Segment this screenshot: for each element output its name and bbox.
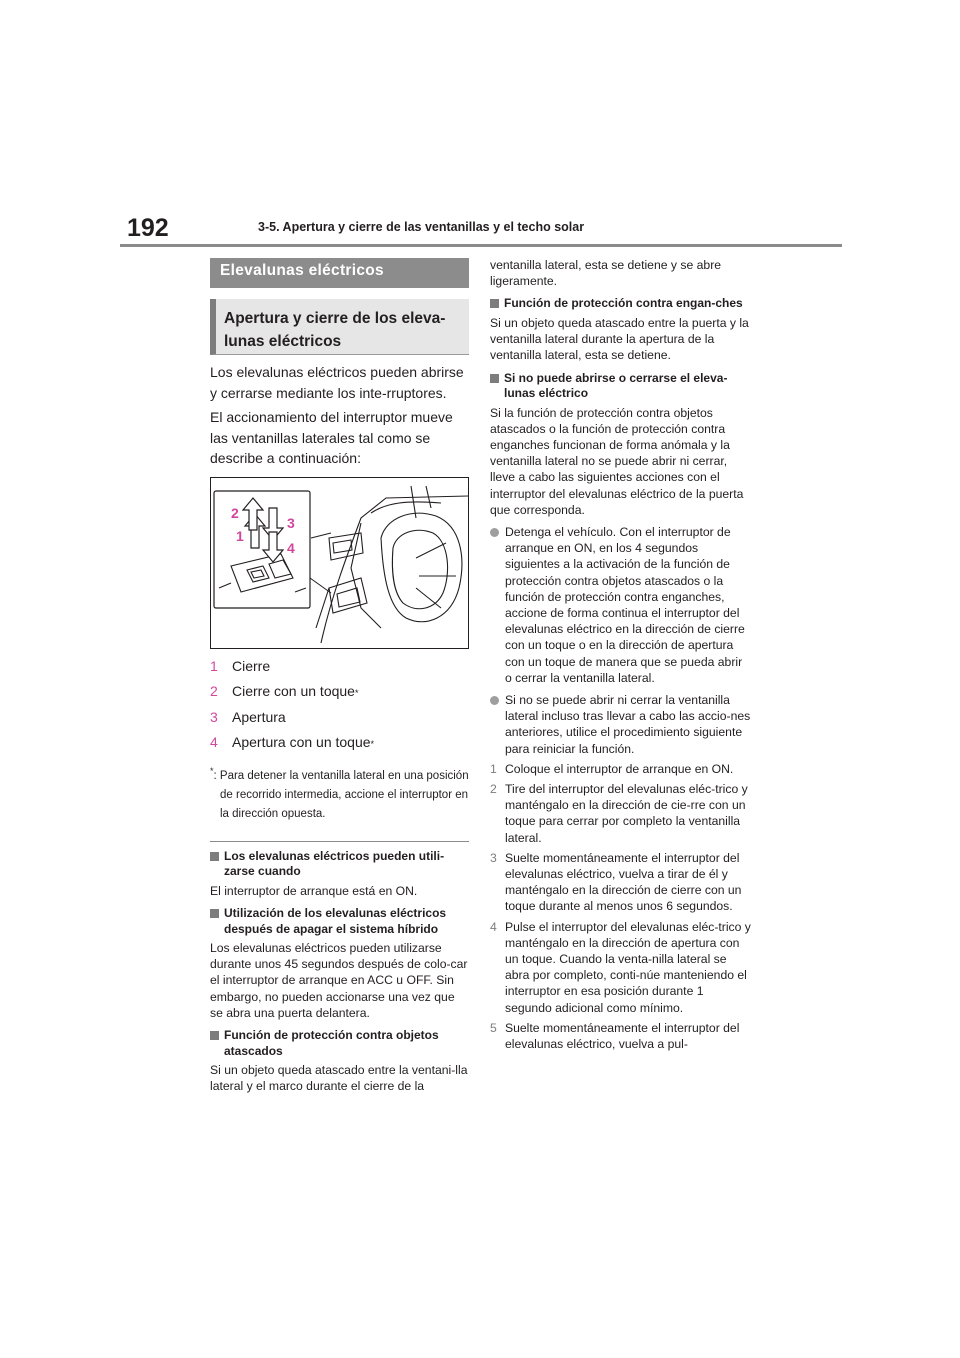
right-column (490, 257, 752, 1052)
legend-text: Cierre (232, 657, 271, 674)
note-body: Si un objeto queda atascado entre la ventani-lla lateral y el marco durante el cierre de la (210, 1063, 468, 1094)
section-header-title: 3-5. Apertura y cierre de las ventanillas y el techo solar (258, 220, 585, 234)
legend-text: Cierre con un toque (232, 683, 355, 699)
note-title: Utilización de los elevalunas eléctricos después de apagar el sistema híbrido (210, 906, 469, 937)
legend-item (210, 734, 469, 760)
step-item (490, 781, 752, 846)
footnote-divider (210, 841, 469, 842)
note-title: Función de protección contra objetos atascados (210, 1028, 469, 1059)
header-divider (120, 244, 842, 247)
car-interior-drawing (211, 478, 468, 648)
legend-item (210, 658, 469, 684)
note-title: Si no puede abrirse o cerrarse el eleva-lunas eléctrico (490, 371, 752, 402)
figure-label-3: 3 (287, 514, 295, 531)
step-item (490, 919, 752, 1016)
step-number: 3 (490, 850, 497, 865)
figure-legend (210, 658, 469, 760)
figure-label-1: 1 (236, 527, 244, 544)
note-body: Los elevalunas eléctricos pueden utilizarse durante unos 45 segundos después de colo-car el interruptor de arranque en ACC u OFF. Sin embargo, no pueden accionarse una vez que se abra una puerta delantera. (210, 941, 468, 1020)
step-number: 2 (490, 781, 497, 796)
step-number: 5 (490, 1020, 497, 1035)
step-text: Pulse el interruptor del elevalunas eléc-trico y manténgalo en la dirección de apertura con un toque. Cuando la venta-nilla lateral se abra por completo, conti-núe manteniendo el interruptor en esa posición durante 1 segundo adicional como mínimo. (505, 919, 751, 1015)
subsection-title: Apertura y cierre de los eleva-lunas eléctricos (210, 299, 469, 355)
legend-item (210, 683, 469, 709)
figure-label-4: 4 (287, 539, 295, 556)
legend-number: 4 (210, 734, 218, 750)
note-block (210, 906, 469, 1021)
legend-number: 2 (210, 683, 218, 699)
left-column (210, 258, 469, 1094)
note-title: Función de protección contra engan-ches (490, 296, 752, 312)
intro-text (210, 362, 469, 469)
intro-paragraph: El accionamiento del interruptor mueve las ventanillas laterales tal como se describe a continuación: (210, 409, 453, 466)
continued-text: ventanilla lateral, esta se detiene y se abre ligeramente. (490, 258, 722, 289)
note-block (210, 849, 469, 899)
footnote-text: : Para detener la ventanilla lateral en una posición de recorrido intermedia, accione el interruptor en la dirección opuesta. (213, 769, 469, 821)
bullet-item: Detenga el vehículo. Con el interruptor de arranque en ON, en los 4 segundos siguientes a la activación de la función de protección contra objetos atascados o la función de protección contra enganches, accione de forma continua el interruptor del elevalunas eléctrico en la dirección de cierre con un toque o en la dirección de apertura con un toque de manera que se pueda abrir o cerrar la ventanilla lateral. (490, 524, 752, 686)
note-body: Si un objeto queda atascado entre la puerta y la ventanilla lateral durante la apertura de la ventanilla lateral, esta se detiene. (490, 315, 749, 363)
step-text: Tire del interruptor del elevalunas eléc-trico y manténgalo en la dirección de cie-rre con un toque para cerrar por completo la ventanilla lateral. (505, 781, 748, 845)
intro-paragraph: Los elevalunas eléctricos pueden abrirse y cerrarse mediante los inte-rruptores. (210, 364, 464, 401)
note-block (210, 1028, 469, 1094)
step-number: 1 (490, 761, 497, 776)
step-item (490, 850, 752, 915)
step-item (490, 761, 752, 777)
asterisk-mark: * (370, 739, 375, 749)
step-text: Suelte momentáneamente el interruptor del elevalunas eléctrico, vuelva a pul- (505, 1020, 740, 1052)
legend-text: Apertura con un toque (232, 734, 371, 750)
note-body: El interruptor de arranque está en ON. (210, 883, 418, 898)
legend-number: 1 (210, 657, 218, 674)
footnote (210, 762, 469, 825)
legend-item (210, 709, 469, 735)
page-number: 192 (127, 214, 169, 242)
step-text: Suelte momentáneamente el interruptor del elevalunas eléctrico, vuelva a tirar de él y manténgalo en la dirección de cierre con un toque durante al menos unos 6 segundos. (505, 850, 742, 914)
legend-number: 3 (210, 708, 218, 725)
legend-text: Apertura (232, 708, 286, 725)
section-title: Elevalunas eléctricos (210, 258, 469, 288)
note-body: Si la función de protección contra objetos atascados o la función de protección contra enganches funcionan de forma anómala y la ventanilla lateral no se puede abrir ni cerrar, lleve a cabo las siguientes acciones con el interruptor del elevalunas eléctrico de la puerta que corresponda. (490, 405, 744, 517)
bullet-item: Si no se puede abrir ni cerrar la ventanilla lateral incluso tras llevar a cabo las accio-nes anteriores, utilice el procedimiento siguiente para reiniciar la función. (490, 692, 752, 757)
figure-label-2: 2 (231, 504, 239, 521)
note-title: Los elevalunas eléctricos pueden utili-zarse cuando (210, 849, 469, 880)
asterisk-mark: * (354, 688, 359, 698)
step-number: 4 (490, 919, 497, 934)
footnote-mark: * (210, 765, 214, 776)
step-text: Coloque el interruptor de arranque en ON. (505, 761, 734, 776)
step-item (490, 1020, 752, 1052)
window-switch-illustration (210, 477, 469, 649)
